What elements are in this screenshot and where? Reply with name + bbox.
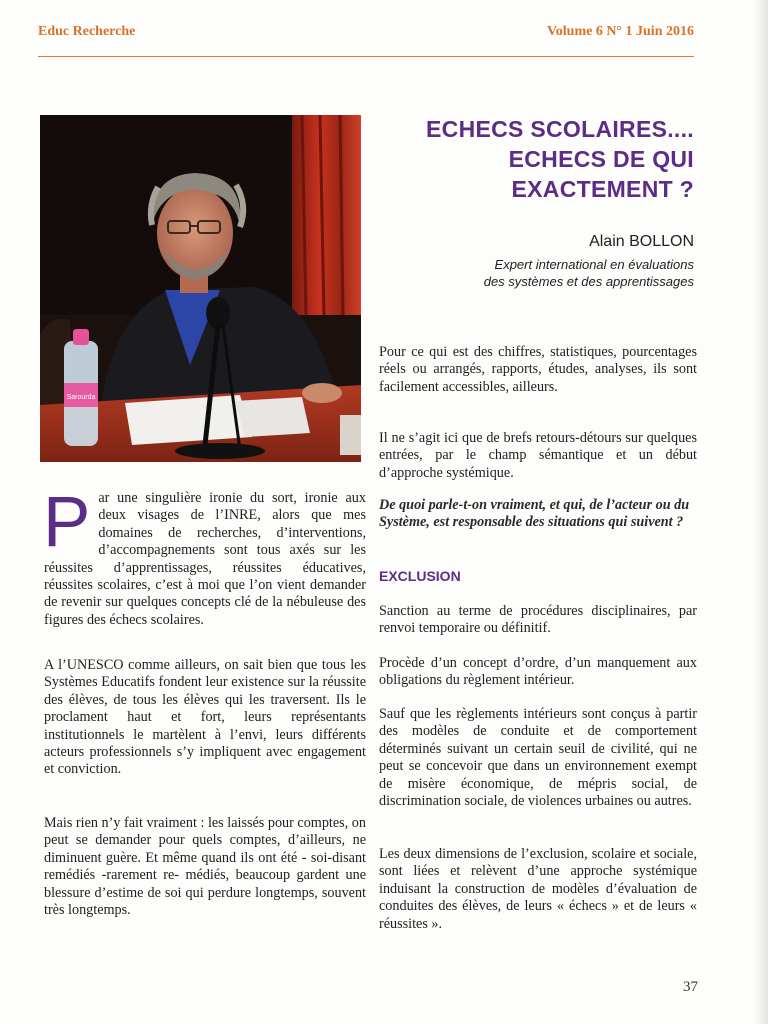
article-title — [380, 114, 694, 204]
issue-info: Volume 6 N° 1 Juin 2016 — [546, 24, 694, 39]
right-paragraph-1: Pour ce qui est des chiffres, statistiques, pourcentages réels ou arrangés, rapports, études, analyses, ils sont facilement accessibles, ailleurs. — [379, 344, 697, 395]
bottle-label: Sarourda — [66, 394, 96, 401]
left-paragraph-3: Mais rien n’y fait vraiment : les laissés pour comptes, on peut se demander pour quels comptes, d’ailleurs, ne diminuent guère. Et même quand ils ont été - soi-disant remédiés -rarement re- médiés, beaucoup gardent une blessure d’estime de soi qui perdure longtemps, souvent très longtemps. — [44, 815, 366, 919]
drop-cap: P — [43, 483, 91, 562]
right-paragraph-4: Procède d’un concept d’ordre, d’un manquement aux obligations du règlement intérieur. — [379, 655, 697, 689]
right-paragraph-2: Il ne s’agit ici que de brefs retours-détours sur quelques entrées, par le champ sémantique et un début d’approche systémique. — [379, 430, 697, 481]
author-name: Alain BOLLON — [589, 233, 694, 250]
running-header — [38, 24, 694, 44]
right-paragraph-3: Sanction au terme de procédures disciplinaires, par renvoi temporaire ou définitif. — [379, 603, 697, 637]
title-line-1: ECHECS SCOLAIRES.... — [426, 116, 694, 142]
author-role-line-2: des systèmes et des apprentissages — [483, 274, 694, 289]
page-edge-shadow — [754, 0, 768, 1024]
author-role-line-1: Expert international en évaluations — [494, 257, 694, 272]
header-rule — [38, 56, 694, 57]
author-role — [380, 256, 694, 290]
title-line-2: ECHECS DE QUI — [508, 146, 694, 172]
left-paragraph-1-text: ar une singulière ironie du sort, ironie aux deux visages de l’INRE, alors que mes domaines de recherches, d’interventions, d’accompagnements sont tous axés sur les réussites d’apprentissages, réussites éducatives, réussites scolaires, c’est à moi que l’on vient demander de revenir sur quelques concepts clé de la nébuleuse des figures des échecs scolaires. — [44, 490, 366, 628]
section-heading: EXCLUSION — [379, 568, 461, 584]
right-paragraph-5: Sauf que les règlements intérieurs sont conçus à partir des modèles de conduite et de comportement déterminés suivant un certain seuil de civilité, qui ne peut se concevoir que dans un environnement exempt de misère économique, de mépris social, de discrimination sociale, de violences urbaines ou autres. — [379, 706, 697, 810]
author-photo — [40, 115, 361, 462]
left-paragraph-1 — [43, 483, 366, 629]
page-number: 37 — [683, 979, 698, 995]
left-paragraph-2: A l’UNESCO comme ailleurs, on sait bien que tous les Systèmes Educatifs fondent leur existence sur la réussite des élèves, de tous les élèves qui les traversent. Ils le proclament haut et fort, leurs représentants institutionnels le martèlent à l’envi, leurs différents acteurs professionnels s’y impliquent avec engagement et conviction. — [44, 657, 366, 778]
right-paragraph-6: Les deux dimensions de l’exclusion, scolaire et sociale, sont liées et relèvent d’une approche systémique induisant la construction de modèles d’évaluation de conduites des élèves, de leurs « échecs » et de leurs « réussites ». — [379, 846, 697, 932]
title-line-3: EXACTEMENT ? — [511, 176, 694, 202]
guiding-question: De quoi parle-t-on vraiment, et qui, de l’acteur ou du Système, est responsable des situations qui suivent ? — [379, 497, 690, 531]
journal-name: Educ Recherche — [38, 24, 136, 39]
